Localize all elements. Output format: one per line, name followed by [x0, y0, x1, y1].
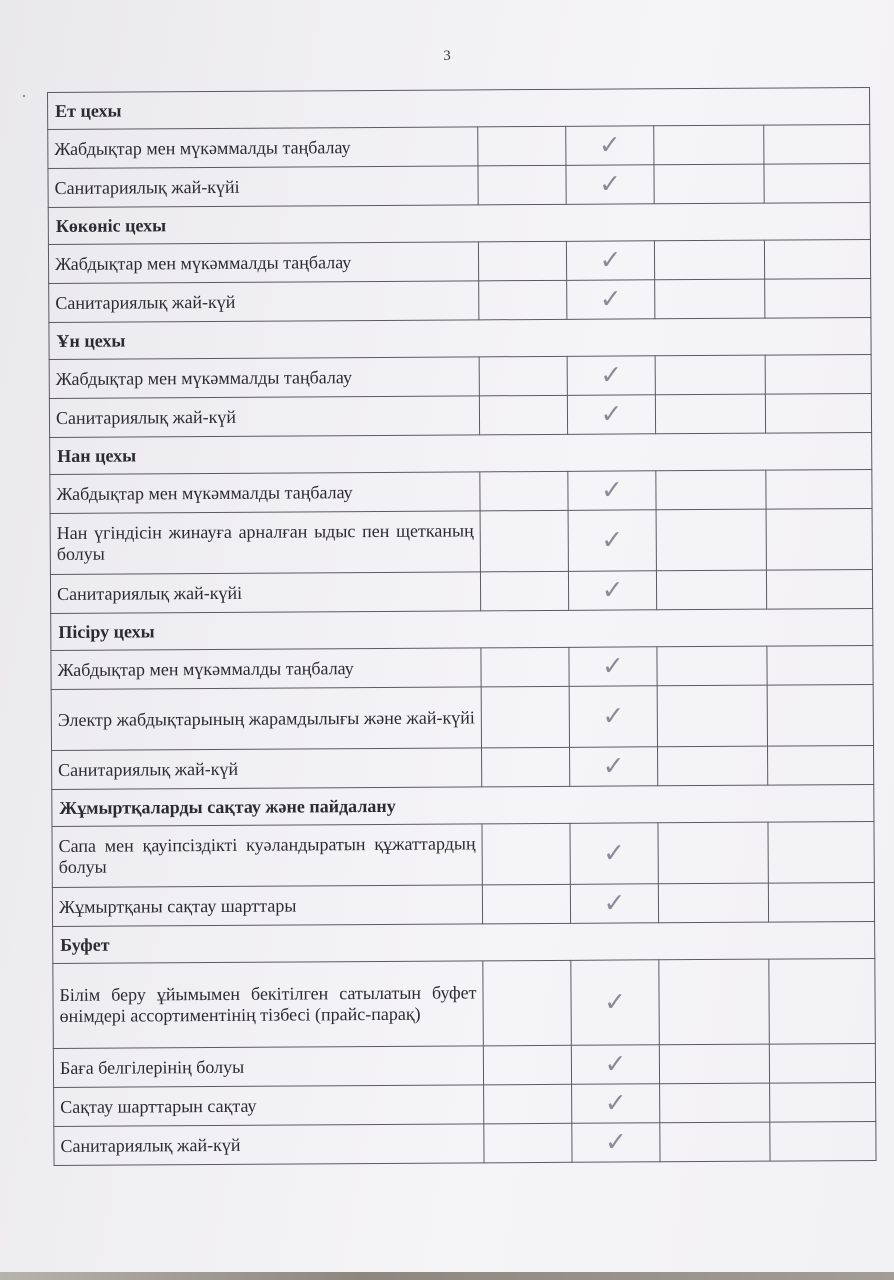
checklist-row: [53, 1043, 875, 1087]
empty-cell: [655, 279, 765, 319]
empty-cell: [660, 1083, 770, 1123]
empty-cell: [764, 163, 870, 203]
item-label: Жабдықтар мен мүкәммалды таңбалау: [49, 357, 479, 399]
checkmark-icon: ✓: [571, 960, 660, 1046]
empty-cell: [479, 395, 567, 435]
checkmark-icon: ✓: [566, 165, 654, 205]
checklist-row: [52, 745, 874, 789]
checkmark-icon: ✓: [567, 356, 655, 396]
empty-cell: [481, 647, 569, 687]
checklist-sheet: [47, 87, 876, 1166]
empty-cell: [659, 959, 770, 1045]
section-title: Нан цехы: [50, 432, 872, 474]
checklist-row: [50, 569, 872, 613]
checkmark-icon: ✓: [567, 280, 655, 320]
empty-cell: [658, 822, 768, 884]
empty-cell: [480, 471, 568, 511]
empty-cell: [654, 164, 764, 204]
checklist-row: [53, 958, 876, 1048]
item-label: Жабдықтар мен мүкәммалды таңбалау: [51, 648, 481, 690]
empty-cell: [482, 884, 570, 924]
checklist-table: [47, 87, 877, 1166]
section-title: Пісіру цехы: [51, 608, 873, 650]
empty-cell: [655, 355, 765, 395]
checkmark-icon: ✓: [570, 823, 658, 885]
checkmark-icon: ✓: [568, 571, 656, 611]
empty-cell: [766, 569, 872, 609]
checkmark-icon: ✓: [569, 686, 657, 748]
checklist-row: [48, 124, 870, 168]
empty-cell: [657, 685, 767, 747]
checkmark-icon: ✓: [567, 395, 655, 435]
empty-cell: [656, 509, 766, 571]
section-title: Ет цехы: [48, 87, 870, 129]
empty-cell: [478, 165, 566, 205]
item-label: Санитариялық жай-күйі: [50, 572, 480, 614]
scan-speck: [23, 95, 25, 97]
empty-cell: [766, 508, 872, 570]
item-label: Жабдықтар мен мүкәммалды таңбалау: [48, 242, 478, 284]
empty-cell: [655, 394, 765, 434]
item-label: Баға белгілерінің болуы: [53, 1046, 483, 1088]
empty-cell: [769, 958, 876, 1044]
section-title: Ұн цехы: [49, 317, 871, 359]
empty-cell: [660, 1122, 770, 1162]
checklist-row: [48, 163, 870, 207]
checkmark-icon: ✓: [568, 510, 656, 572]
item-label: Білім беру ұйымымен бекітілген сатылатын буфет өнімдері ассортиментінің тізбесі (прайс-парақ): [53, 961, 484, 1049]
checklist-row: [54, 1082, 876, 1126]
checkmark-icon: ✓: [570, 884, 658, 924]
item-label: Санитариялық жай-күй: [49, 281, 479, 323]
section-row: [50, 432, 872, 474]
empty-cell: [480, 571, 568, 611]
empty-cell: [765, 393, 871, 433]
empty-cell: [658, 883, 768, 923]
section-row: [52, 784, 874, 826]
empty-cell: [654, 125, 764, 165]
item-label: Санитариялық жай-күй: [49, 396, 479, 438]
checkmark-icon: ✓: [570, 747, 658, 787]
section-title: Жұмыртқаларды сақтау және пайдалану: [52, 784, 874, 826]
empty-cell: [770, 1082, 876, 1122]
empty-cell: [484, 1084, 572, 1124]
checklist-row: [50, 469, 872, 513]
item-label: Сапа мен қауіпсіздікті куәландыратын құжаттардың болуы: [52, 824, 482, 888]
empty-cell: [769, 1043, 875, 1083]
checkmark-icon: ✓: [572, 1123, 660, 1163]
empty-cell: [768, 821, 874, 883]
item-label: Электр жабдықтарының жарамдылығы және жай-күйі: [51, 687, 481, 751]
section-row: [51, 608, 873, 650]
item-label: Санитариялық жай-күйі: [48, 166, 478, 208]
empty-cell: [767, 684, 873, 746]
checklist-row: [50, 508, 872, 574]
empty-cell: [656, 470, 766, 510]
empty-cell: [482, 823, 570, 885]
checkmark-icon: ✓: [569, 647, 657, 687]
empty-cell: [481, 686, 569, 748]
section-row: [53, 921, 875, 963]
desk-edge: [0, 1272, 894, 1280]
empty-cell: [479, 356, 567, 396]
empty-cell: [479, 280, 567, 320]
empty-cell: [483, 1045, 571, 1085]
empty-cell: [764, 124, 870, 164]
empty-cell: [765, 354, 871, 394]
empty-cell: [482, 747, 570, 787]
empty-cell: [478, 126, 566, 166]
checklist-row: [52, 821, 874, 887]
page-number: 3: [443, 48, 451, 64]
item-label: Санитариялық жай-күй: [54, 1124, 484, 1166]
checklist-row: [49, 278, 871, 322]
checklist-row: [51, 684, 873, 750]
checkmark-icon: ✓: [571, 1045, 659, 1085]
empty-cell: [659, 1044, 769, 1084]
empty-cell: [765, 278, 871, 318]
empty-cell: [766, 469, 872, 509]
checklist-row: [54, 1121, 876, 1165]
checklist-row: [52, 882, 874, 926]
empty-cell: [770, 1121, 876, 1161]
item-label: Сақтау шарттарын сақтау: [54, 1085, 484, 1127]
checkmark-icon: ✓: [572, 1084, 660, 1124]
empty-cell: [768, 882, 874, 922]
empty-cell: [478, 241, 566, 281]
checklist-row: [49, 393, 871, 437]
section-title: Буфет: [53, 921, 875, 963]
empty-cell: [764, 239, 870, 279]
checklist-body: [48, 87, 877, 1165]
empty-cell: [657, 646, 767, 686]
item-label: Санитариялық жай-күй: [52, 748, 482, 790]
section-title: Көкөніс цехы: [48, 202, 870, 244]
item-label: Жабдықтар мен мүкәммалды таңбалау: [48, 127, 478, 169]
item-label: Нан үгіндісін жинауға арналған ыдыс пен щетканың болуы: [50, 511, 480, 575]
checklist-row: [51, 645, 873, 689]
empty-cell: [656, 570, 766, 610]
checklist-row: [48, 239, 870, 283]
empty-cell: [484, 1123, 572, 1163]
section-row: [48, 202, 870, 244]
empty-cell: [767, 645, 873, 685]
item-label: Жабдықтар мен мүкәммалды таңбалау: [50, 472, 480, 514]
checkmark-icon: ✓: [566, 241, 654, 281]
checklist-row: [49, 354, 871, 398]
checkmark-icon: ✓: [566, 126, 654, 166]
empty-cell: [483, 960, 572, 1046]
item-label: Жұмыртқаны сақтау шарттары: [52, 885, 482, 927]
section-row: [48, 87, 870, 129]
checkmark-icon: ✓: [568, 471, 656, 511]
empty-cell: [480, 510, 568, 572]
section-row: [49, 317, 871, 359]
empty-cell: [768, 745, 874, 785]
empty-cell: [658, 746, 768, 786]
empty-cell: [654, 240, 764, 280]
